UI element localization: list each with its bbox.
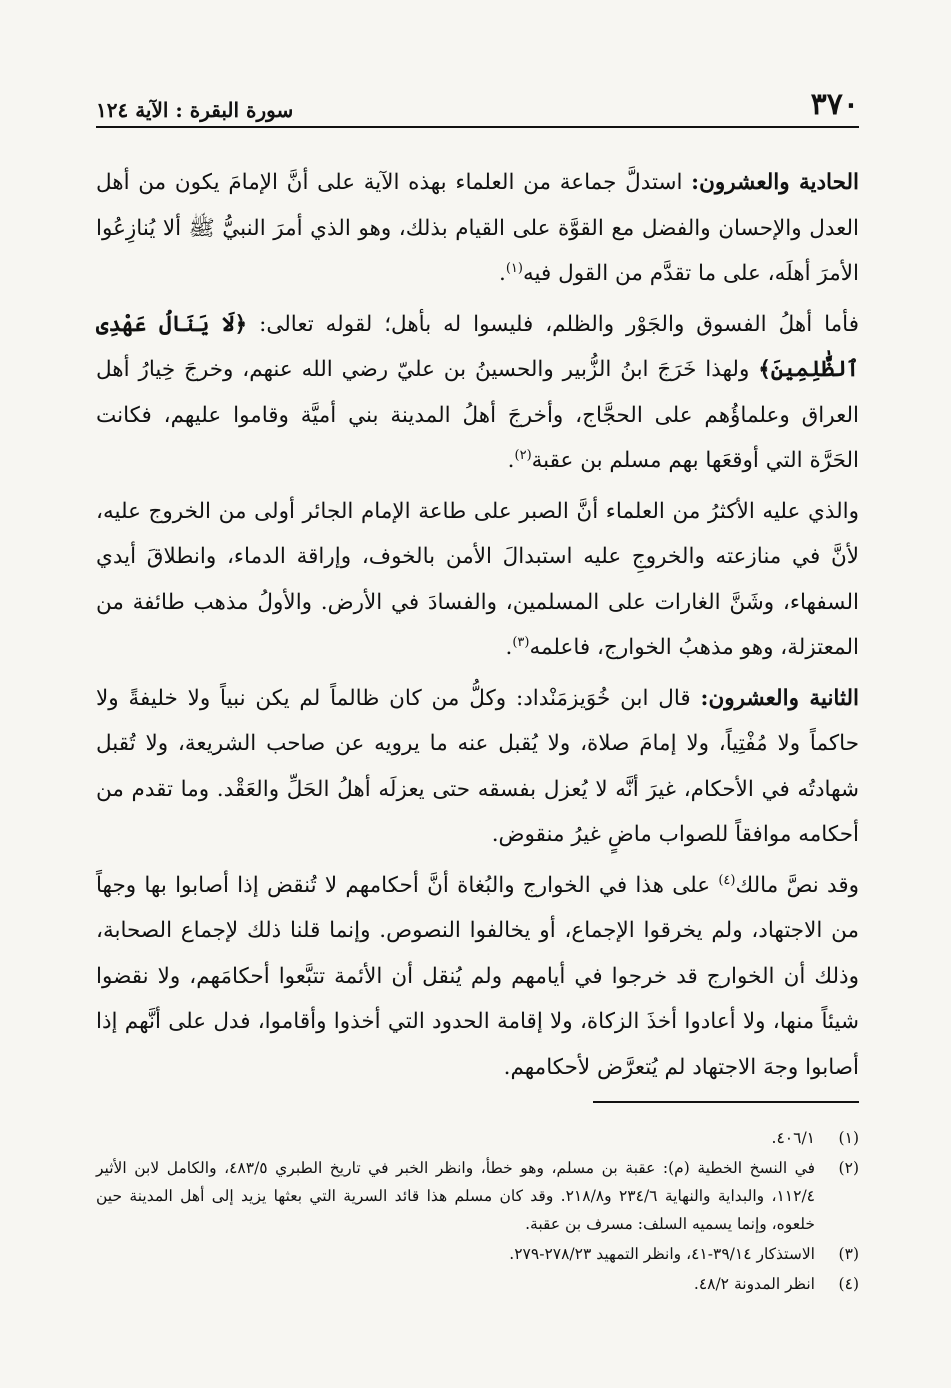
running-title: سورة البقرة : الآية ١٢٤ xyxy=(96,98,294,122)
paragraph xyxy=(96,160,859,297)
footnote-number: (١) xyxy=(838,1129,859,1147)
paragraph-text-continued: ولهذا خَرَجَ ابنُ الزُّبير والحسينُ بن عليّ رضي الله عنهم، وخرجَ خِيارُ أهل العراق وعلماؤُهم على الحجَّاج، وأخرجَ أهلُ المدينة بني أميَّة وقاموا عليهم، فكانت الحَرَّة التي أوقعَها بهم مسلم بن عقبة xyxy=(96,357,859,473)
paragraph-text: وقد نصَّ مالك xyxy=(735,872,859,898)
paragraph xyxy=(96,676,859,858)
paragraph-text: والذي عليه الأكثرُ من العلماء أنَّ الصبر على طاعة الإمام الجائر أولى من الخروج عليه، لأنَّ في منازعته والخروجِ عليه استبدالَ الأمن بالخوف، وإراقة الدماء، وانطلاقَ أيدي السفهاء، وشَنَّ الغارات على المسلمين، والفسادَ في الأرض. والأولُ مذهب طائفة من المعتزلة، وهو مذهبُ الخوارج، فاعلمه xyxy=(96,498,859,660)
footnote-text: في النسخ الخطية (م): عقبة بن مسلم، وهو خطأ، وانظر الخبر في تاريخ الطبري ٤٨٣/٥، والكامل لابن الأثير ١١٢/٤، والبداية والنهاية ٢٣٤/٦ و٢١٨/٨. وقد كان مسلم هذا قائد السرية التي بعثها يزيد إلى أهل المدينة حين خلعوه، وإنما يسميه السلف: مسرف بن عقبة. xyxy=(96,1159,815,1233)
page-header xyxy=(96,80,859,128)
paragraph-text: استدلَّ جماعة من العلماء بهذه الآية على أنَّ الإمامَ يكون من أهل العدل والإحسان والفضل مع القوَّة على القيام بذلك، وهو الذي أمرَ النبيُّ ﷺ ألا يُنازِعُوا الأمرَ أهلَه، على ما تقدَّم من القول فيه xyxy=(96,170,859,286)
footnote-number: (٣) xyxy=(838,1245,859,1263)
paragraph-text: قال ابن خُوَيزمَنْداد: وكلُّ من كان ظالماً لم يكن نبياً ولا خليفةً ولا حاكماً ولا مُفْتِياً، ولا إمامَ صلاة، ولا يُقبل عنه ما يرويه عن صاحب الشريعة، ولا تُقبل شهادتُه في الأحكام، غيرَ أنَّه لا يُعزل بفسقه حتى يعزلَه أهلُ الحَلِّ والعَقْد. وما تقدم من أحكامه موافقاً للصواب ماضٍ غيرُ منقوض. xyxy=(96,685,859,847)
main-text xyxy=(96,160,859,1095)
paragraph-text-continued: على هذا في الخوارج والبُغاة أنَّ أحكامهم لا تُنقض إذا أصابوا بها وجهاً من الاجتهاد، ولم يخرقوا الإجماع، أو يخالفوا النصوص. وإنما قلنا ذلك لإجماع الصحابة، وذلك أن الخوارج قد خرجوا في أيامهم ولم يُنقل أن الأئمة تتبَّعوا أحكامَهم، ولا نقضوا شيئاً منها، ولا أعادوا أخذَ الزكاة، ولا إقامة الحدود التي أخذوا وأقاموا، فدل على أنَّهم إذا أصابوا وجهَ الاجتهاد لم يُتعرَّض لأحكامهم. xyxy=(96,872,859,1080)
paragraph-end: . xyxy=(505,635,513,660)
issue-heading: الثانية والعشرون: xyxy=(700,685,859,711)
paragraph xyxy=(96,302,859,484)
issue-heading: الحادية والعشرون: xyxy=(691,170,859,195)
footnote-ref: (٢) xyxy=(514,447,532,463)
footnote-divider xyxy=(593,1101,859,1103)
quran-verse: ﴿لَا يَنَالُ عَهْدِى ٱلظَّٰلِمِينَ﴾ xyxy=(96,311,859,382)
footnote-ref: (٣) xyxy=(512,634,530,650)
footnote-text: الاستذكار ٣٩/١٤-٤١، وانظر التمهيد ٢٧٨/٢٣-٢٧٩. xyxy=(509,1245,815,1263)
footnote-text: ٤٠٦/١. xyxy=(771,1129,815,1147)
paragraph xyxy=(96,489,859,671)
paragraph xyxy=(96,863,859,1091)
footnote xyxy=(96,1154,859,1238)
footnotes xyxy=(96,1124,859,1300)
paragraph-text: فأما أهلُ الفسوق والجَوْر والظلم، فليسوا له بأهل؛ لقوله تعالى: xyxy=(247,311,859,337)
footnote-ref: (١) xyxy=(505,260,523,276)
footnote xyxy=(96,1270,859,1298)
paragraph-end: . xyxy=(498,261,506,286)
footnote-number: (٤) xyxy=(838,1275,859,1293)
paragraph-end: . xyxy=(507,448,515,473)
page-number: ٣٧٠ xyxy=(810,87,859,122)
footnote xyxy=(96,1124,859,1152)
footnote-ref: (٤) xyxy=(718,872,736,888)
footnote-text: انظر المدونة ٤٨/٢. xyxy=(693,1275,815,1293)
footnote xyxy=(96,1240,859,1268)
footnote-number: (٢) xyxy=(838,1159,859,1177)
